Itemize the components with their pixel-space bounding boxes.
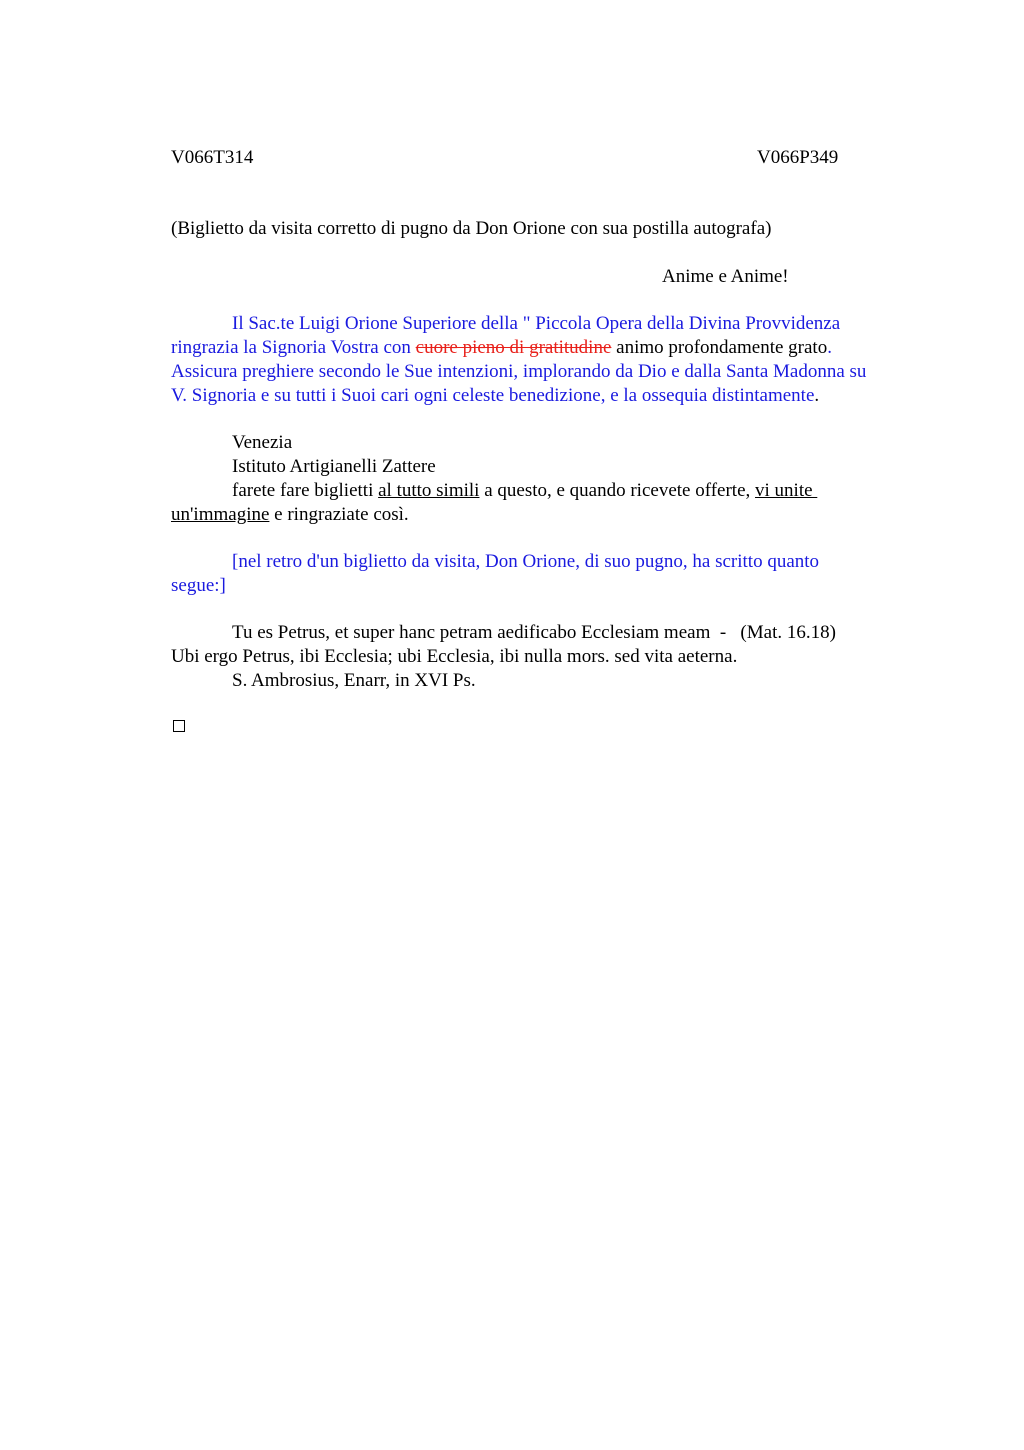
back-text-line-1: Tu es Petrus, et super hanc petram aedificabo Ecclesiam meam - (Mat. 16.18) [232, 622, 836, 643]
instruction-text-b: a questo, e quando ricevete offerte, [479, 480, 756, 501]
header-left-code: V066T314 [171, 147, 254, 168]
handwritten-place: Venezia [232, 432, 293, 453]
postilla-title: Anime e Anime! [662, 266, 789, 287]
instruction-underlined-3: un'immagine [171, 504, 270, 525]
struck-text: cuore pieno di gratitudine [415, 337, 612, 358]
back-text-line-3: S. Ambrosius, Enarr, in XVI Ps. [232, 670, 476, 691]
editor-note-line-2: segue:] [171, 575, 226, 596]
correction-text: animo profondamente grato [611, 337, 828, 358]
handwritten-instruction-line-2 [171, 503, 409, 527]
instruction-underlined-1: al tutto simili [378, 480, 480, 501]
instruction-text-a: farete fare biglietti [232, 480, 379, 501]
intro-note: (Biglietto da visita corretto di pugno da Don Orione con sua postilla autografa) [171, 218, 772, 239]
instruction-text-c: e ringraziate così. [269, 504, 409, 525]
card-text-line-4 [171, 384, 819, 408]
card-text-line-2 [171, 336, 832, 360]
card-text-line-2-start: ringrazia la Signoria Vostra con [171, 337, 416, 358]
card-text-line-4-period: . [814, 385, 820, 406]
editor-note-line-1: [nel retro d'un biglietto da visita, Don Orione, di suo pugno, ha scritto quanto [232, 551, 820, 572]
handwritten-institute: Istituto Artigianelli Zattere [232, 456, 436, 477]
handwritten-instruction-line-1 [232, 479, 817, 503]
card-text-line-1: Il Sac.te Luigi Orione Superiore della " Piccola Opera della Divina Provvidenza [232, 313, 841, 334]
instruction-underlined-2: vi unite [755, 480, 818, 501]
card-text-line-2-end: . [827, 337, 832, 358]
card-text-line-3: Assicura preghiere secondo le Sue intenzioni, implorando da Dio e dalla Santa Madonna su [171, 361, 867, 382]
back-text-line-2: Ubi ergo Petrus, ibi Ecclesia; ubi Ecclesia, ibi nulla mors. sed vita aeterna. [171, 646, 738, 667]
checkbox-square-icon [173, 720, 185, 732]
header-right-code: V066P349 [757, 147, 839, 168]
card-text-line-4-text: V. Signoria e su tutti i Suoi cari ogni celeste benedizione, e la ossequia distintamente [171, 385, 815, 406]
